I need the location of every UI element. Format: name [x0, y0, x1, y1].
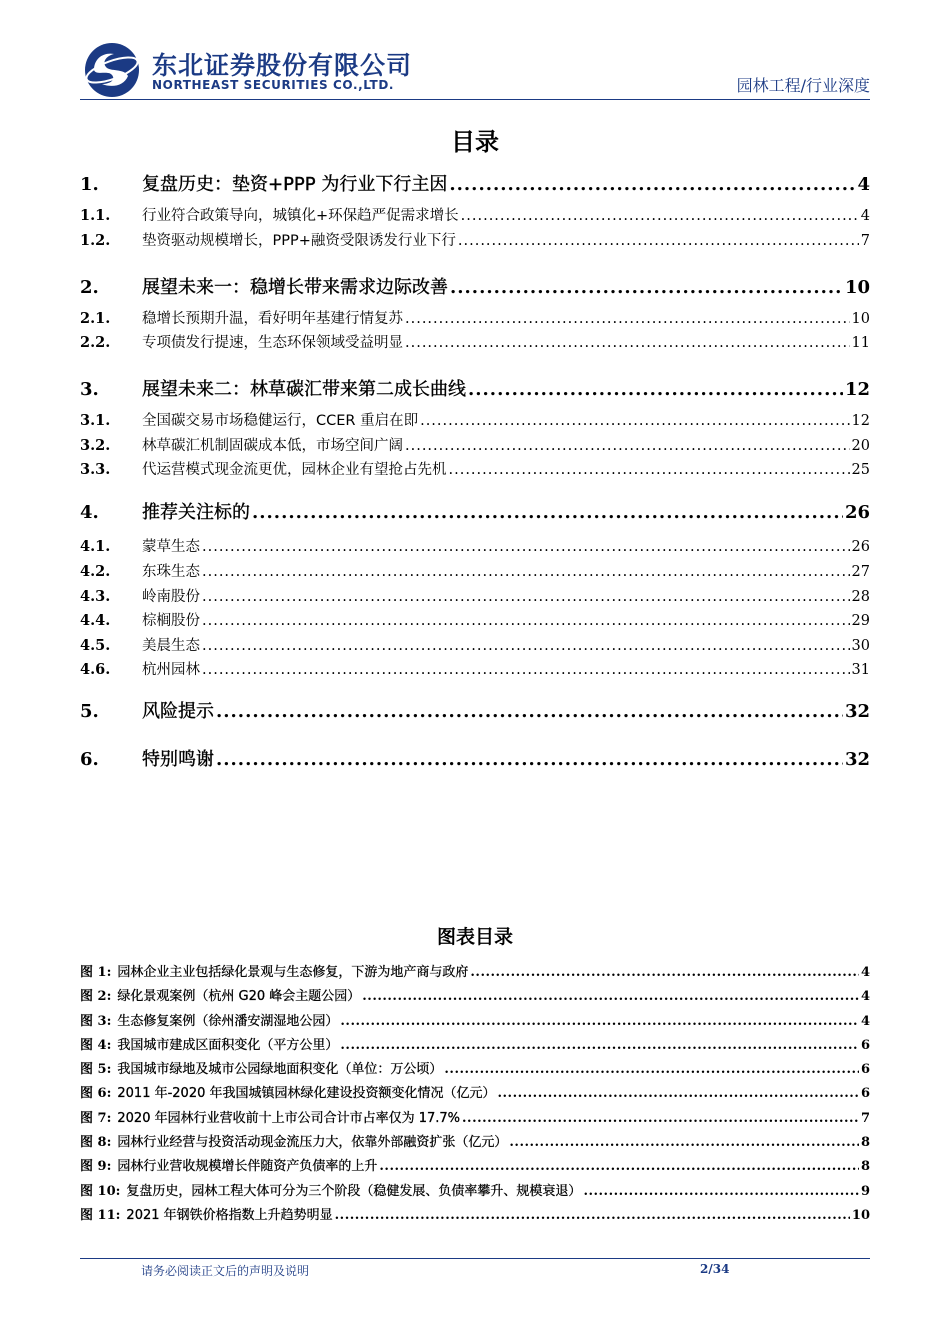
toc-title: 目录 [451, 127, 499, 156]
toc-entry-text: 稳增长预期升温，看好明年基建行情复苏 [142, 310, 403, 327]
toc-entry-text: 棕榈股份 [142, 613, 200, 630]
figure-entry-page: 7 [860, 1110, 870, 1126]
dot-leader [468, 379, 843, 400]
dot-leader [379, 1159, 859, 1174]
toc-entry-number: 2.2. [80, 334, 111, 352]
toc-entry-page: 7 [860, 232, 870, 249]
toc-entry-page: 31 [851, 662, 870, 679]
toc-entry-number: 3.2. [80, 436, 111, 454]
figure-entry-page: 8 [860, 1135, 870, 1151]
dot-leader [202, 638, 850, 654]
figure-entry[interactable] [80, 985, 870, 1009]
figure-list-title: 图表目录 [436, 926, 513, 948]
figure-entry-page: 8 [860, 1159, 870, 1175]
toc-entry-text: 岭南股份 [142, 588, 200, 605]
figure-entry-page: 6 [860, 1062, 870, 1078]
dot-leader [340, 1014, 859, 1029]
toc-entry[interactable] [80, 331, 870, 375]
toc-entry[interactable] [80, 634, 870, 659]
figure-entry-text: 园林行业经营与投资活动现金流压力大，依靠外部融资扩张（亿元） [117, 1135, 508, 1151]
figure-entry[interactable] [80, 1034, 870, 1058]
toc-entry-number: 1. [80, 174, 99, 195]
toc-entry-number: 4.2. [80, 562, 111, 580]
dot-leader [202, 589, 850, 605]
figure-entry-page: 6 [860, 1037, 870, 1053]
figure-entry-page: 6 [860, 1086, 870, 1102]
toc-entry-page: 30 [851, 637, 870, 654]
toc-entry-page: 20 [851, 437, 870, 454]
dot-leader [362, 989, 859, 1004]
dot-leader [202, 564, 850, 580]
figure-entry[interactable] [80, 1010, 870, 1034]
figure-entry-page: 10 [851, 1207, 870, 1223]
dot-leader [335, 1208, 850, 1223]
toc-entry-number: 5. [80, 701, 99, 723]
dot-leader [583, 1184, 859, 1199]
toc-entry[interactable] [80, 375, 870, 409]
toc-entry-number: 6. [80, 749, 99, 771]
northeast-securities-logo-icon [80, 40, 144, 100]
toc-entry-text: 展望未来一：稳增长带来需求边际改善 [142, 276, 448, 298]
dot-leader [498, 1086, 859, 1101]
toc-entry-number: 4.1. [80, 538, 111, 556]
dot-leader [405, 438, 850, 454]
figure-entry-text: 2020 年园林行业营收前十上市公司合计市占率仅为 17.7% [117, 1110, 461, 1126]
toc-entry-number: 4.5. [80, 636, 111, 654]
figure-entry-number: 图 10: [80, 1183, 121, 1199]
figure-entry-text: 园林企业主业包括绿化景观与生态修复，下游为地产商与政府 [117, 965, 469, 980]
toc-entry[interactable] [80, 273, 870, 307]
toc-entry-text: 复盘历史：垫资+PPP 为行业下行主因 [142, 174, 448, 195]
dot-leader [202, 662, 850, 678]
toc-entry-page: 4 [860, 208, 870, 224]
report-tag: 园林工程/行业深度 [736, 76, 870, 95]
figure-entry-page: 4 [860, 1013, 870, 1029]
toc-entry-number: 1.1. [80, 207, 111, 224]
toc-entry-text: 推荐关注标的 [142, 502, 250, 524]
figure-entry-text: 2011 年-2020 年我国城镇园林绿化建设投资额变化情况（亿元） [117, 1086, 496, 1102]
dot-leader [420, 413, 849, 429]
toc-entry-page: 25 [851, 462, 870, 479]
toc-entry-page: 11 [851, 335, 870, 352]
footer-disclaimer: 请务必阅读正文后的声明及说明 [141, 1264, 310, 1278]
footer-divider [80, 1258, 870, 1259]
toc-entry-page: 26 [851, 539, 870, 556]
toc-entry-number: 3. [80, 379, 99, 401]
toc-entry[interactable] [80, 697, 870, 745]
toc-entry[interactable] [80, 658, 870, 697]
toc-entry-text: 风险提示 [142, 701, 214, 723]
figure-entry-number: 图 8: [80, 1135, 112, 1151]
dot-leader [202, 539, 850, 555]
figure-entry-page: 9 [860, 1183, 870, 1199]
dot-leader [449, 462, 850, 478]
toc-entry[interactable] [80, 585, 870, 610]
toc-entry-number: 4.4. [80, 612, 111, 630]
toc-entry[interactable] [80, 434, 870, 459]
figure-entry[interactable] [80, 1204, 870, 1228]
toc-entry-number: 4.6. [80, 661, 111, 679]
toc-entry[interactable] [80, 409, 870, 434]
toc-entry[interactable] [80, 560, 870, 585]
dot-leader [449, 174, 855, 195]
toc-entry-page: 26 [844, 502, 870, 524]
toc-entry-number: 3.3. [80, 461, 111, 479]
figure-entry-number: 图 4: [80, 1037, 112, 1053]
toc-entry[interactable] [80, 535, 870, 560]
toc-entry[interactable] [80, 307, 870, 332]
toc-entry[interactable] [80, 204, 870, 229]
toc-entry-text: 美晨生态 [142, 637, 200, 654]
toc-entry-page: 29 [851, 613, 870, 630]
figure-list [80, 961, 870, 1228]
figure-entry-text: 我国城市绿地及城市公园绿地面积变化（单位：万公顷） [117, 1062, 443, 1078]
toc-entry-page: 12 [851, 413, 870, 430]
page-number: 2/34 [700, 1262, 730, 1276]
figure-entry[interactable] [80, 1107, 870, 1131]
company-name-en: NORTHEAST SECURITIES CO.,LTD. [152, 78, 395, 92]
toc-entry-number: 4. [80, 502, 99, 524]
dot-leader [458, 233, 859, 249]
dot-leader [470, 965, 859, 980]
toc-entry-text: 特别鸣谢 [142, 749, 214, 771]
dot-leader [461, 208, 859, 224]
figure-entry[interactable] [80, 1082, 870, 1106]
figure-entry-text: 生态修复案例（徐州潘安湖湿地公园） [117, 1013, 339, 1029]
toc-entry-page: 32 [844, 701, 870, 723]
toc-entry[interactable] [80, 229, 870, 273]
dot-leader [462, 1111, 859, 1126]
dot-leader [216, 749, 843, 770]
figure-entry-number: 图 11: [80, 1207, 121, 1223]
company-name-cn: 东北证券股份有限公司 [152, 51, 413, 80]
figure-entry-page: 4 [860, 965, 870, 980]
figure-entry-number: 图 1: [80, 965, 112, 980]
figure-entry-text: 绿化景观案例（杭州 G20 峰会主题公园） [117, 989, 361, 1005]
dot-leader [216, 701, 843, 722]
figure-entry-number: 图 7: [80, 1110, 112, 1126]
toc-entry-text: 东珠生态 [142, 563, 200, 580]
header-divider [80, 99, 870, 100]
dot-leader [444, 1062, 859, 1077]
figure-entry-number: 图 3: [80, 1013, 112, 1029]
toc-entry-number: 2. [80, 276, 99, 298]
toc-entry[interactable] [80, 458, 870, 498]
toc-entry-text: 垫资驱动规模增长，PPP+融资受限诱发行业下行 [142, 232, 456, 249]
figure-entry[interactable] [80, 1180, 870, 1204]
toc-entry-page: 32 [844, 749, 870, 771]
dot-leader [405, 311, 850, 327]
figure-entry-text: 我国城市建成区面积变化（平方公里） [117, 1037, 339, 1053]
toc-entry-text: 行业符合政策导向，城镇化+环保趋严促需求增长 [142, 208, 459, 224]
figure-entry-text: 园林行业营收规模增长伴随资产负债率的上升 [117, 1159, 378, 1175]
dot-leader [252, 502, 843, 523]
figure-entry[interactable] [80, 1155, 870, 1179]
figure-entry[interactable] [80, 1131, 870, 1155]
toc-entry-text: 代运营模式现金流更优，园林企业有望抢占先机 [142, 462, 447, 479]
toc-entry-number: 3.1. [80, 412, 111, 430]
dot-leader [340, 1038, 859, 1053]
toc-entry-number: 4.3. [80, 587, 111, 605]
dot-leader [509, 1135, 859, 1150]
toc-entry-text: 林草碳汇机制固碳成本低，市场空间广阔 [142, 437, 403, 454]
figure-entry-text: 2021 年钢铁价格指数上升趋势明显 [126, 1207, 333, 1223]
toc-entry[interactable] [80, 745, 870, 779]
table-of-contents [80, 170, 870, 779]
toc-entry-text: 展望未来二：林草碳汇带来第二成长曲线 [142, 379, 466, 401]
toc-entry-page: 10 [844, 276, 870, 298]
toc-entry-text: 专项债发行提速，生态环保领域受益明显 [142, 335, 403, 352]
toc-entry-number: 1.2. [80, 231, 111, 249]
figure-entry-text: 复盘历史，园林工程大体可分为三个阶段（稳健发展、负债率攀升、规模衰退） [126, 1183, 582, 1199]
figure-entry[interactable] [80, 961, 870, 985]
figure-entry-page: 4 [860, 989, 870, 1005]
toc-entry-page: 27 [851, 563, 870, 580]
toc-entry[interactable] [80, 170, 870, 204]
figure-entry-number: 图 5: [80, 1062, 112, 1078]
figure-entry-number: 图 2: [80, 989, 112, 1005]
toc-entry-number: 2.1. [80, 309, 111, 327]
toc-entry-text: 杭州园林 [142, 662, 200, 679]
toc-entry[interactable] [80, 609, 870, 634]
dot-leader [405, 335, 850, 351]
toc-entry-text: 蒙草生态 [142, 539, 200, 556]
toc-entry-text: 全国碳交易市场稳健运行，CCER 重启在即 [142, 413, 419, 430]
figure-entry[interactable] [80, 1058, 870, 1082]
toc-entry[interactable] [80, 498, 870, 535]
dot-leader [450, 277, 843, 298]
toc-entry-page: 28 [851, 588, 870, 605]
dot-leader [202, 613, 850, 629]
page-header [80, 40, 870, 100]
toc-entry-page: 10 [851, 310, 870, 327]
figure-entry-number: 图 9: [80, 1159, 112, 1175]
toc-entry-page: 4 [857, 174, 870, 195]
toc-entry-page: 12 [844, 379, 870, 401]
figure-entry-number: 图 6: [80, 1086, 112, 1102]
